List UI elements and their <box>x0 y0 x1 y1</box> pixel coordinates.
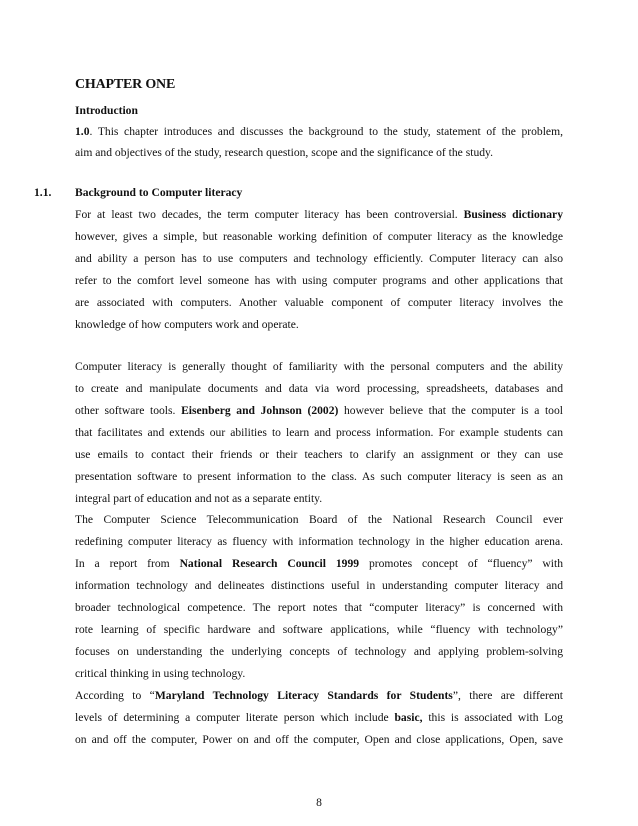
p2-line-5: use emails to contact their friends or their teachers to clarify an assignment or they can use <box>75 448 563 461</box>
p4-text-1a: According to “ <box>75 689 155 702</box>
section-title: Background to Computer literacy <box>75 186 243 199</box>
p1-line-6: knowledge of how computers work and operate. <box>75 318 299 331</box>
p3-line-2: redefining computer literacy as fluency with information technology in the higher education arena. <box>75 535 563 548</box>
p3-text-3c: promotes concept of “fluency” with <box>359 557 563 570</box>
p2-text-3c: however believe that the computer is a tool <box>338 404 563 417</box>
p3-text-3a: In a report from <box>75 557 180 570</box>
section-number: 1.1. <box>34 186 52 199</box>
intro-heading: Introduction <box>75 104 138 117</box>
p2-line-2: to create and manipulate documents and data via word processing, spreadsheets, databases and <box>75 382 563 395</box>
chapter-title: CHAPTER ONE <box>75 77 176 92</box>
p2-line-1: Computer literacy is generally thought of familiarity with the personal computers and the ability <box>75 360 563 373</box>
intro-line-2: aim and objectives of the study, research question, scope and the significance of the study. <box>75 146 493 159</box>
p1-text-1a: For at least two decades, the term computer literacy has been controversial. <box>75 208 464 221</box>
intro-number: 1.0 <box>75 125 90 138</box>
p3-line-8: critical thinking in using technology. <box>75 667 246 680</box>
page-number: 8 <box>316 796 322 809</box>
p2-line-7: integral part of education and not as a separate entity. <box>75 492 323 505</box>
p2-line-3 <box>75 404 563 418</box>
p3-line-3 <box>75 557 563 571</box>
p3-line-1: The Computer Science Telecommunication Board of the National Research Council ever <box>75 513 563 526</box>
p3-line-4: information technology and delineates distinctions useful in understanding computer literacy and <box>75 579 563 592</box>
p3-line-7: focuses on understanding the underlying concepts of technology and applying problem-solving <box>75 645 563 658</box>
p4-text-2c: this is associated with Log <box>422 711 563 724</box>
p1-line-2: however, gives a simple, but reasonable working definition of computer literacy as the knowledge <box>75 230 563 243</box>
p4-line-1 <box>75 689 563 703</box>
p3-citation: National Research Council 1999 <box>179 557 360 570</box>
p2-text-3a: other software tools. <box>75 404 182 417</box>
p4-text-2a: levels of determining a computer literate person which include <box>75 711 395 724</box>
p1-line-5: are associated with computers. Another valuable component of computer literacy involves the <box>75 296 563 309</box>
p1-business-dictionary: Business dictionary <box>463 208 563 221</box>
p2-citation: Eisenberg and Johnson (2002) <box>181 404 339 417</box>
p2-line-6: presentation software to present information to the class. As such computer literacy is seen as an <box>75 470 563 483</box>
p4-text-1c: ”, there are different <box>452 689 563 702</box>
p4-standards: Maryland Technology Literacy Standards for Students <box>154 689 453 702</box>
p3-line-5: broader technological competence. The report notes that “computer literacy” is concerned with <box>75 601 563 614</box>
p4-line-2 <box>75 711 563 725</box>
p1-line-3: and ability a person has to use computers and technology efficiently. Computer literacy can also <box>75 252 563 265</box>
p4-line-3: on and off the computer, Power on and off the computer, Open and close applications, Open, save <box>75 733 563 746</box>
intro-text-1: . This chapter introduces and discusses the background to the study, statement of the problem, <box>89 125 563 138</box>
p1-line-4: refer to the comfort level someone has with using computer programs and other applications that <box>75 274 563 287</box>
p4-basic: basic, <box>394 711 423 724</box>
p3-line-6: rote learning of specific hardware and software applications, while “fluency with technology” <box>75 623 563 636</box>
intro-line-1 <box>75 125 563 139</box>
p2-line-4: that facilitates and extends our abilities to learn and process information. For example students can <box>75 426 563 439</box>
p1-line-1 <box>75 208 563 222</box>
